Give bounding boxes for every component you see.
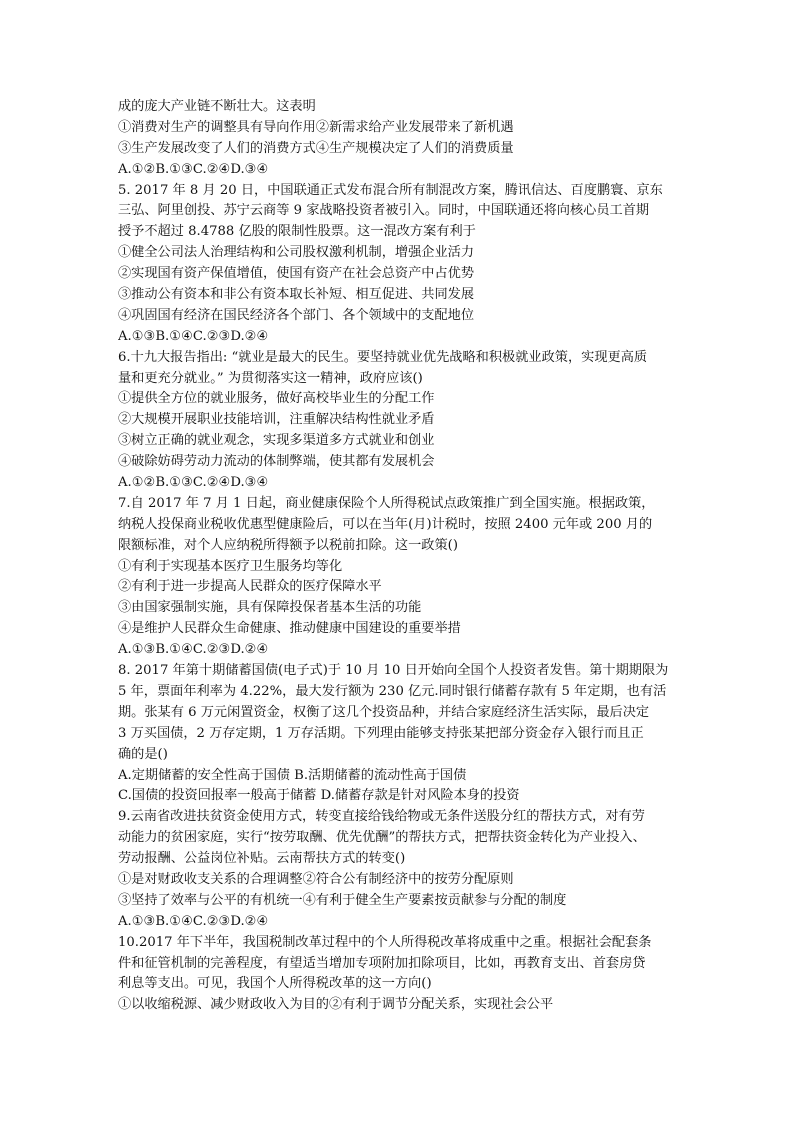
text-line: 5 年，票面年利率为 4.22%，最大发行额为 230 亿元.同时银行储蓄存款有 5 年定期，也有活 <box>118 683 667 699</box>
text-line: A.①②B.①③C.②④D.③④ <box>118 161 269 177</box>
text-line: ①提供全方位的就业服务，做好高校毕业生的分配工作 <box>118 391 435 407</box>
text-line: ③由国家强制实施，具有保障投保者基本生活的功能 <box>118 600 422 616</box>
text-line: 10.2017 年下半年，我国税制改革过程中的个人所得税改革将成重中之重。根据社会配套条 <box>118 934 652 950</box>
text-line: ③树立正确的就业观念，实现多渠道多方式就业和创业 <box>118 433 435 449</box>
text-line: ②有利于进一步提高人民群众的医疗保障水平 <box>118 579 382 595</box>
text-line: 劳动报酬、公益岗位补贴。云南帮扶方式的转变() <box>118 851 406 867</box>
text-line: 三弘、阿里创投、苏宁云商等 9 家战略投资者被引入。同时，中国联通还将向核心员工首期 <box>118 203 650 219</box>
text-line: 量和更充分就业。” 为贯彻落实这一精神，政府应该() <box>118 370 423 386</box>
text-line: 纳税人投保商业税收优惠型健康险后，可以在当年(月)计税时，按照 2400 元年或 200 月的 <box>118 516 653 532</box>
text-line: ②大规模开展职业技能培训，注重解决结构性就业矛盾 <box>118 412 435 428</box>
text-line: ③坚持了效率与公平的有机统一④有利于健全生产要素按贡献参与分配的制度 <box>118 892 567 908</box>
text-line: 期。张某有 6 万元闲置资金，权衡了这几个投资品种，并结合家庭经济生活实际，最后决定 <box>118 704 650 720</box>
text-line: ③生产发展改变了人们的消费方式④生产规模决定了人们的消费质量 <box>118 140 514 156</box>
text-line: ②实现国有资产保值增值，使国有资产在社会总资产中占优势 <box>118 266 475 282</box>
text-line: ④是维护人民群众生命健康、推动健康中国建设的重要举措 <box>118 621 461 637</box>
text-line: A.①②B.①③C.②④D.③④ <box>118 475 269 491</box>
text-line: ①消费对生产的调整具有导向作用②新需求给产业发展带来了新机遇 <box>118 119 514 135</box>
text-line: ③推动公有资本和非公有资本取长补短、相互促进、共同发展 <box>118 287 475 303</box>
text-line: 7.自 2017 年 7 月 1 日起，商业健康保险个人所得税试点政策推广到全国实施。根据政策， <box>118 495 655 511</box>
text-line: 授予不超过 8.4788 亿股的限制性股票。这一混改方案有利于 <box>118 224 476 240</box>
text-line: ①健全公司法人治理结构和公司股权激利机制，增强企业活力 <box>118 245 475 261</box>
text-line: ①以收缩税源、减少财政收入为目的②有利于调节分配关系，实现社会公平 <box>118 997 554 1013</box>
text-line: 动能力的贫困家庭，实行“按劳取酬、优先优酬”的帮扶方式，把帮扶资金转化为产业投入、 <box>118 830 646 846</box>
text-line: ①有利于实现基本医疗卫生服务均等化 <box>118 558 343 574</box>
text-line: 6.十九大报告指出: “就业是最大的民生。要坚持就业优先战略和积极就业政策，实现更高质 <box>118 349 648 365</box>
text-line: ④破除妨碍劳动力流动的体制弊端，使其都有发展机会 <box>118 454 435 470</box>
text-line: 成的庞大产业链不断壮大。这表明 <box>118 99 316 114</box>
text-line: 9.云南省改进扶贫资金使用方式，转变直接给钱给物或无条件送股分红的帮扶方式，对有劳 <box>118 809 645 825</box>
text-line: ①是对财政收支关系的合理调整②符合公有制经济中的按劳分配原则 <box>118 871 514 887</box>
text-line: 8. 2017 年第十期储蓄国债(电子式)于 10 月 10 日开始向全国个人投资者发售。第十期期限为 <box>118 663 669 679</box>
text-line: A.①③B.①④C.②③D.②④ <box>118 328 269 344</box>
text-line: A.定期储蓄的安全性高于国债 B.活期储蓄的流动性高于国债 <box>118 767 467 783</box>
text-line: C.国债的投资回报率一般高于储蓄 D.储蓄存款是针对风险本身的投资 <box>118 788 520 804</box>
text-line: ④巩固国有经济在国民经济各个部门、各个领域中的支配地位 <box>118 307 475 323</box>
text-line: 3 万买国债，2 万存定期，1 万存活期。下列理由能够支持张某把部分资金存入银行而且正 <box>118 725 644 741</box>
text-line: A.①③B.①④C.②③D.②④ <box>118 913 269 929</box>
text-line: 确的是() <box>118 746 168 762</box>
text-line: A.①③B.①④C.②③D.②④ <box>118 642 269 658</box>
text-line: 利息等支出。可见，我国个人所得税改革的这一方向() <box>118 976 432 992</box>
text-line: 件和征管机制的完善程度，有望适当增加专项附加扣除项目，比如，再教育支出、首套房贷 <box>118 955 646 971</box>
text-line: 5. 2017 年 8 月 20 日，中国联通正式发布混合所有制混改方案，腾讯信达、百度鹏寰、京东 <box>118 182 663 198</box>
text-line: 限额标准，对个人应纳税所得额予以税前扣除。这一政策() <box>118 537 458 553</box>
document-body <box>118 97 678 1016</box>
